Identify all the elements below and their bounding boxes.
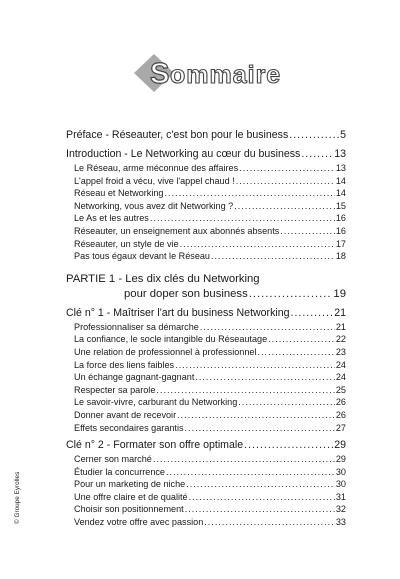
toc-entry-label: Pas tous égaux devant le Réseau (74, 251, 210, 262)
dot-leader (195, 371, 335, 384)
toc-entry-label: Choisir son positionnement (74, 504, 184, 515)
toc-entry-page: 18 (335, 251, 346, 262)
toc-entry-label: Effets secondaires garantis (74, 422, 184, 433)
dot-leader (189, 491, 335, 504)
dot-leader (249, 287, 333, 302)
toc-entry-page: 19 (333, 287, 346, 300)
part-title-line2: pour doper son business (124, 287, 248, 300)
toc-subentry[interactable] (66, 384, 346, 397)
toc-subentry[interactable] (66, 503, 346, 516)
dot-leader (156, 384, 334, 397)
toc-subentry[interactable] (66, 238, 346, 251)
dot-leader (180, 238, 335, 251)
dot-leader (289, 128, 339, 143)
toc-entry-page: 29 (335, 454, 346, 465)
toc-entry-label: Une offre claire et de qualité (74, 491, 188, 502)
dot-leader (164, 187, 334, 200)
toc-entry-label: La force des liens faibles (74, 359, 175, 370)
toc-entry-page: 25 (335, 384, 346, 395)
toc-entry-page: 24 (335, 372, 346, 383)
toc-entry-page: 26 (335, 397, 346, 408)
toc-entry-page: 21 (335, 321, 346, 332)
dot-leader (166, 466, 335, 479)
toc-entry-label: Professionnaliser sa démarche (74, 321, 199, 332)
toc-entry-label: Respecter sa parole (74, 384, 156, 395)
toc-entry-page: 16 (335, 225, 346, 236)
toc-subentry[interactable] (66, 453, 346, 466)
dot-leader (244, 438, 333, 453)
dot-leader (186, 478, 335, 491)
toc-subentry[interactable] (66, 396, 346, 409)
toc-part-heading-line2[interactable] (66, 287, 346, 302)
toc-subentry[interactable] (66, 321, 346, 334)
dot-leader (236, 175, 335, 188)
toc-subentry[interactable] (66, 466, 346, 479)
toc-entry-page: 5 (340, 129, 346, 141)
toc-entry-label: Le savoir-vivre, carburant du Networking (74, 397, 238, 408)
toc-entry-label: Clé n° 1 - Maîtriser l'art du business Networking (66, 306, 290, 319)
dot-leader (177, 409, 335, 422)
toc-entry-label: Networking, vous avez dit Networking ? (74, 200, 234, 211)
toc-entry-key1[interactable] (66, 306, 346, 321)
toc-entry-page: 33 (335, 517, 346, 528)
toc-entry-label: Étudier la concurrence (74, 466, 165, 477)
toc-entry-label: Un échange gagnant-gagnant (74, 372, 195, 383)
toc-entry-label: Le As et les autres (74, 213, 149, 224)
toc-entry-label: Pour un marketing de niche (74, 479, 186, 490)
toc-entry-page: 23 (335, 346, 346, 357)
dot-leader (291, 306, 334, 321)
toc-subentry[interactable] (66, 187, 346, 200)
dot-leader (150, 212, 335, 225)
toc-subentry[interactable] (66, 162, 346, 175)
toc-entry-page: 30 (335, 466, 346, 477)
dot-leader (234, 200, 335, 213)
dot-leader (258, 346, 335, 359)
toc-entry-page: 16 (335, 213, 346, 224)
toc-subentry[interactable] (66, 371, 346, 384)
toc-entry-page: 30 (335, 479, 346, 490)
dot-leader (204, 516, 335, 529)
toc-entry-preface[interactable] (66, 128, 346, 143)
toc-subentry[interactable] (66, 346, 346, 359)
toc-entry-page: 27 (335, 422, 346, 433)
copyright-notice: © Groupe Eyrolles (14, 471, 21, 524)
toc-entry-introduction[interactable] (66, 147, 346, 162)
toc-subentry[interactable] (66, 516, 346, 529)
dot-leader (301, 147, 333, 162)
toc-entry-page: 17 (335, 238, 346, 249)
toc-entry-page: 29 (334, 439, 346, 452)
toc-subentry[interactable] (66, 359, 346, 372)
toc-entry-label: Réseau et Networking (74, 188, 164, 199)
toc-subentry[interactable] (66, 478, 346, 491)
title-rest: ommaire (170, 61, 282, 89)
toc-part-heading[interactable] (66, 272, 346, 287)
dot-leader (268, 333, 335, 346)
toc-entry-page: 26 (335, 409, 346, 420)
dot-leader (200, 321, 335, 334)
dot-leader (238, 396, 335, 409)
toc-subentry[interactable] (66, 422, 346, 435)
toc-entry-page: 21 (334, 306, 346, 319)
toc-entry-label: Réseauter, un enseignement aux abonnés absents (74, 225, 280, 236)
part-title-line1: PARTIE 1 - Les dix clés du Networking (66, 272, 260, 285)
toc-entry-label: Réseauter, un style de vie (74, 238, 179, 249)
toc-entry-label: Une relation de professionnel à professionnel (74, 346, 257, 357)
toc-entry-page: 32 (335, 504, 346, 515)
toc-entry-page: 15 (335, 200, 346, 211)
table-of-contents (66, 128, 346, 529)
dot-leader (175, 359, 335, 372)
toc-subentry[interactable] (66, 491, 346, 504)
toc-subentry[interactable] (66, 175, 346, 188)
toc-entry-page: 13 (335, 163, 346, 173)
toc-entry-page: 24 (335, 359, 346, 370)
toc-subentry[interactable] (66, 333, 346, 346)
title-initial: S (150, 58, 170, 90)
toc-entry-page: 31 (335, 491, 346, 502)
dot-leader (280, 225, 335, 238)
dot-leader (185, 422, 335, 435)
toc-entry-label: Clé n° 2 - Formater son offre optimale (66, 439, 244, 452)
dot-leader (153, 453, 335, 466)
toc-subentry[interactable] (66, 212, 346, 225)
toc-entry-label: Le Réseau, arme méconnue des affaires (74, 163, 239, 173)
toc-entry-label: Introduction - Le Networking au cœur du business (66, 148, 301, 160)
toc-entry-label: Préface - Réseauter, c'est bon pour le business (66, 129, 289, 141)
toc-entry-page: 14 (335, 188, 346, 199)
toc-entry-label: Vendez votre offre avec passion (74, 517, 204, 528)
toc-subentry[interactable] (66, 225, 346, 238)
toc-entry-label: Cerner son marché (74, 454, 152, 465)
toc-entry-label: La confiance, le socle intangible du Réseautage (74, 334, 268, 345)
toc-subentry[interactable] (66, 200, 346, 213)
toc-entry-page: 14 (335, 175, 346, 186)
dot-leader (185, 503, 335, 516)
toc-subentry[interactable] (66, 409, 346, 422)
toc-entry-page: 22 (335, 334, 346, 345)
page-title (128, 52, 282, 94)
toc-subentry[interactable] (66, 250, 346, 263)
toc-entry-label: Donner avant de recevoir (74, 409, 177, 420)
dot-leader (211, 250, 335, 263)
toc-entry-label: L'appel froid a vécu, vive l'appel chaud ! (74, 175, 235, 186)
toc-entry-key2[interactable] (66, 438, 346, 453)
toc-entry-page: 13 (334, 148, 346, 160)
dot-leader (239, 162, 335, 175)
